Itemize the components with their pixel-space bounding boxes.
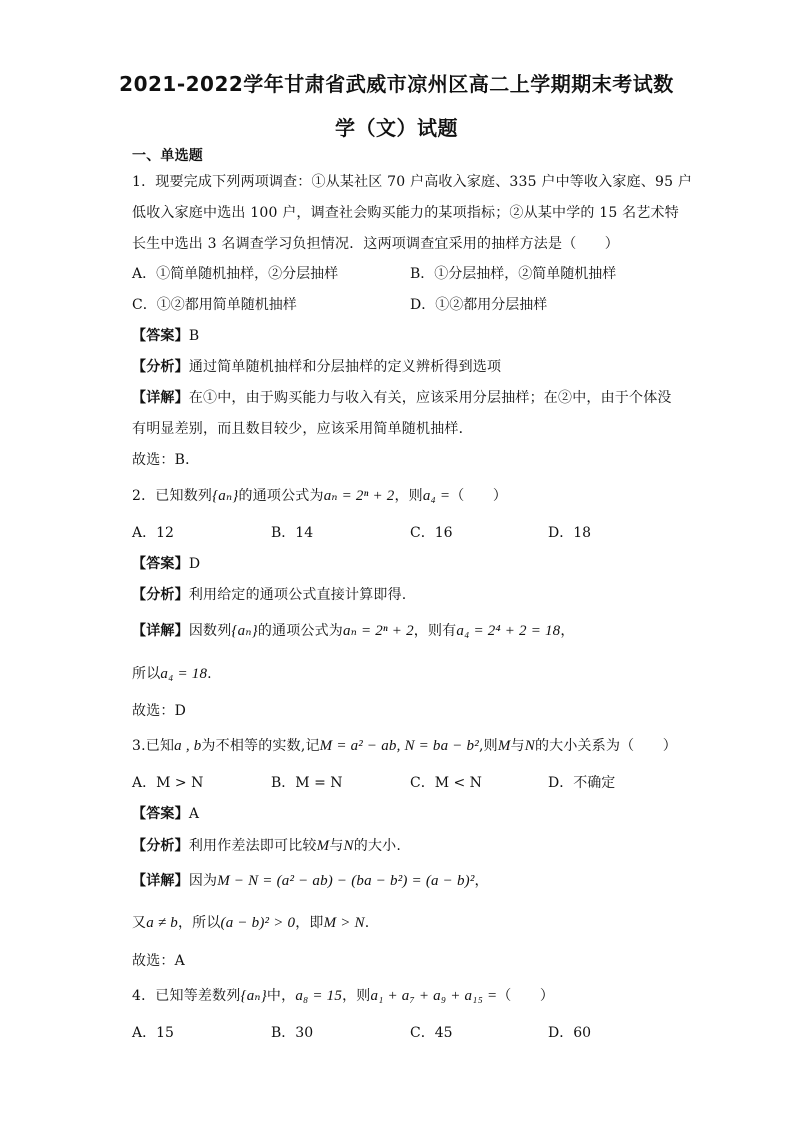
q4-stem-prefix: 4．已知等差数列: [132, 988, 241, 1004]
q2-stem-prefix: 2．已知数列: [132, 488, 213, 504]
q2-detail-post: ，则有: [413, 623, 457, 639]
answer-tag: 【答案】: [132, 328, 189, 344]
q2-sequence: {aₙ}: [212, 488, 239, 504]
q4-option-c: C．45: [410, 1025, 453, 1041]
q3-stem-end: 的大小关系为（ ）: [534, 738, 677, 754]
answer-value: D: [188, 556, 201, 572]
q2-detail: [132, 621, 575, 641]
q4-sequence: {aₙ}: [240, 988, 267, 1004]
q3-analysis-n: N: [343, 838, 354, 854]
q4-option-a: A．15: [132, 1025, 174, 1041]
q2-detail-calc: a₄ = 2⁴ + 2 = 18: [456, 623, 561, 639]
analysis-tag: 【分析】: [132, 359, 189, 375]
q4-stem-post: ，则: [342, 988, 371, 1004]
q2-stem-middle: 的通项公式为: [238, 488, 324, 504]
answer-value: B: [188, 328, 200, 344]
q1-option-d: D．①②都用分层抽样: [410, 297, 548, 313]
q2-so-end: .: [207, 666, 212, 682]
q2-analysis: [132, 585, 406, 605]
q2-option-b: B．14: [271, 525, 314, 541]
q1-option-c: C．①②都用简单随机抽样: [132, 297, 297, 313]
q1-conclusion: 故选：B．: [132, 452, 200, 468]
q3-conclusion: 故选：A: [132, 953, 185, 969]
q3-answer: [132, 804, 199, 824]
q2-answer: [132, 554, 200, 574]
q2-conclusion: 故选：D: [132, 703, 187, 719]
q3-also: [132, 913, 369, 933]
q2-option-a: A．12: [132, 525, 174, 541]
q3-m: M: [497, 738, 511, 754]
q3-option-b: B．M = N: [271, 775, 343, 791]
analysis-tag: 【分析】: [132, 838, 189, 854]
q3-stem-post: ,则: [478, 738, 498, 754]
detail-tag: 【详解】: [132, 390, 189, 406]
q3-also-middle: ，所以: [177, 915, 221, 931]
q4-option-b: B．30: [271, 1025, 314, 1041]
q3-option-c: C．M < N: [410, 775, 482, 791]
q3-also-end: .: [364, 915, 370, 931]
q1-analysis: [132, 357, 501, 377]
q2-option-c: C．16: [410, 525, 453, 541]
answer-tag: 【答案】: [132, 806, 189, 822]
q4-stem-end: （ ）: [497, 988, 555, 1004]
q4-target: a₁ + a₇ + a₉ + a₁₅ =: [370, 988, 498, 1004]
q3-detail: [132, 871, 489, 891]
q3-detail-prefix: 因为: [188, 873, 218, 889]
q3-also-result: M > N: [323, 915, 365, 931]
q1-stem-line3: 长生中选出 3 名调查学习负担情况．这两项调查宜采用的抽样方法是（ ）: [132, 236, 620, 252]
q3-analysis: [132, 836, 401, 856]
detail-text: 在①中，由于购买能力与收入有关，应该采用分层抽样；在②中，由于个体没: [188, 390, 672, 406]
q2-detail-prefix: 因数列: [188, 623, 232, 639]
q3-detail-formula: M − N = (a² − ab) − (ba − b²) = (a − b)²: [217, 873, 475, 889]
q1-answer: [132, 326, 199, 346]
q3-stem-prefix: 3.已知: [132, 738, 175, 754]
q3-also-inequality: (a − b)² > 0: [220, 915, 296, 931]
q3-formula: M = a² − ab, N = ba − b²: [319, 738, 479, 754]
q2-detail-formula: aₙ = 2ⁿ + 2: [343, 623, 414, 639]
q3-stem: [132, 736, 677, 756]
analysis-text: 利用给定的通项公式直接计算即得.: [188, 587, 407, 603]
q2-target: a₄ =: [422, 488, 451, 504]
q2-detail-sequence: {aₙ}: [231, 623, 258, 639]
q1-stem-line2: 低收入家庭中选出 100 户，调查社会购买能力的某项指标；②从某中学的 15 名艺术特: [132, 205, 679, 221]
q3-analysis-end: 的大小.: [353, 838, 401, 854]
q4-option-d: D．60: [548, 1025, 592, 1041]
document-title-line2: 学（文）试题: [335, 116, 458, 140]
q2-detail-end: ，: [560, 623, 575, 639]
detail-tag: 【详解】: [132, 873, 189, 889]
q3-variables: a , b: [174, 738, 202, 754]
q2-stem: [132, 486, 507, 506]
q3-stem-middle: 为不相等的实数,记: [201, 738, 320, 754]
q1-detail-line1: [132, 388, 672, 408]
q2-stem-end: （ ）: [450, 488, 508, 504]
q2-option-d: D．18: [548, 525, 592, 541]
q4-stem-middle: 中，: [266, 988, 296, 1004]
q4-stem: [132, 986, 554, 1006]
detail-tag: 【详解】: [132, 623, 189, 639]
q3-also-condition: a ≠ b: [146, 915, 178, 931]
q2-formula: aₙ = 2ⁿ + 2: [323, 488, 395, 504]
q3-option-d: D．不确定: [548, 775, 616, 791]
q3-analysis-prefix: 利用作差法即可比较: [188, 838, 317, 854]
q3-detail-end: ，: [474, 873, 489, 889]
q3-also-middle2: ，即: [295, 915, 324, 931]
q2-detail-middle: 的通项公式为: [257, 623, 344, 639]
q3-and: 与: [510, 738, 525, 754]
q2-so-prefix: 所以: [132, 666, 161, 682]
q3-also-prefix: 又: [132, 915, 147, 931]
q3-analysis-m: M: [316, 838, 330, 854]
answer-tag: 【答案】: [132, 556, 189, 572]
q2-stem-post: ，则: [394, 488, 423, 504]
q2-so-formula: a₄ = 18: [160, 666, 208, 682]
q4-given: a₈ = 15: [295, 988, 343, 1004]
q1-option-b: B．①分层抽样，②简单随机抽样: [410, 266, 617, 282]
q3-n: N: [524, 738, 535, 754]
q1-stem-line1: 1．现要完成下列两项调查：①从某社区 70 户高收入家庭、335 户中等收入家庭、95 户: [132, 174, 693, 190]
analysis-tag: 【分析】: [132, 587, 189, 603]
q3-option-a: A．M > N: [132, 775, 204, 791]
q3-analysis-and: 与: [329, 838, 344, 854]
q2-so: [132, 664, 212, 684]
q1-option-a: A．①简单随机抽样，②分层抽样: [132, 266, 339, 282]
q1-detail-line2: 有明显差别，而且数目较少，应该采用简单随机抽样．: [132, 421, 473, 437]
answer-value: A: [188, 806, 200, 822]
section-heading: 一、单选题: [132, 148, 203, 164]
analysis-text: 通过简单随机抽样和分层抽样的定义辨析得到选项: [188, 359, 502, 375]
document-title-line1: 2021-2022学年甘肃省武威市凉州区高二上学期期末考试数: [119, 72, 674, 96]
